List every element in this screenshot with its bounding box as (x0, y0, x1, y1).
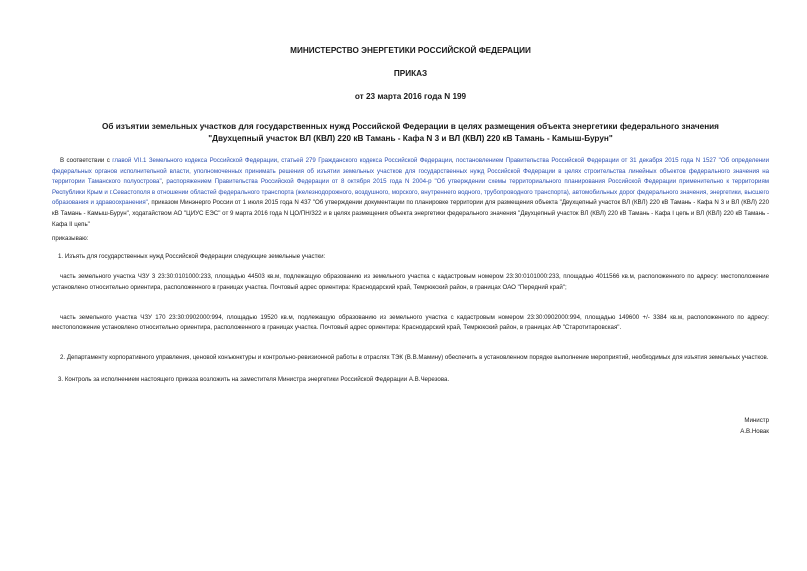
parcel-1: часть земельного участка ЧЗУ 3 23:30:0101000:233, площадью 44503 кв.м, подлежащую образованию из земельного участка с кадастровым номером 23:30:0101000:233, площадью 4011566 кв.м, расположенного по адресу: местоположение установлено относительно ориентира, расположенного в границах участка. Почтовый адрес ориентира: Краснодарский край, Темрюкский район, в границах ОАО "Передний край"; (52, 273, 769, 291)
document-title (52, 121, 769, 144)
document-type: ПРИКАЗ (393, 69, 428, 78)
preamble-text: , (451, 157, 457, 164)
title-line-1: Об изъятии земельных участков для государственных нужд Российской Федерации в целях размещения объекта энергетики федерального значения (102, 122, 719, 131)
document-body (52, 156, 769, 386)
signature-name: А.В.Новак (740, 427, 769, 435)
preamble-text: , приказом Минэнерго России от 1 июля 2015 года N 437 "Об утверждении документации по планировке территории для размещения объекта "Двухцепный участок ВЛ (КВЛ) 220 кВ Тамань - Кафа N 3 и ВЛ (КВЛ) 220 кВ Тамань - Камыш-Бурун", ходатайством АО "ЦИУС ЕЭС" от 9 марта 2016 года N ЦО/ПН/322 и в целях размещения объекта энергетики федерального значения "Двухцепный участок ВЛ (КВЛ) 220 кВ Тамань - Кафа I цепь и ВЛ (КВЛ) 220 кВ Тамань - Кафа II цепь" (52, 199, 769, 228)
item-1: 1. Изъять для государственных нужд Российской Федерации следующие земельные участки: (58, 252, 326, 260)
preamble-text: , (277, 157, 282, 164)
ministry-name: МИНИСТЕРСТВО ЭНЕРГЕТИКИ РОССИЙСКОЙ ФЕДЕРАЦИИ (290, 46, 531, 55)
link-government-resolution-1527[interactable]: постановлением Правительства Российской Федерации от 31 декабря 2015 года N 1527 "Об определении федеральных органов исполнительной власти, уполномоченных принимать решения об изъятии земельных участков для государственных нужд Российской Федерации в целях строительства линейных объектов федерального значения на территории Таманского полуострова" (52, 157, 770, 186)
signature-position: Министр (744, 417, 769, 424)
preamble-text: , (161, 178, 167, 186)
preamble-text: В соответствии с (60, 157, 113, 164)
item-3: 3. Контроль за исполнением настоящего приказа возложить на заместителя Министра энергетики Российской Федерации А.В.Черезова. (58, 376, 450, 384)
link-government-order-2004-r[interactable]: распоряжением Правительства Российской Федерации от 8 октября 2015 года N 2004-р "Об утверждении схемы территориального планирования Российской Федерации применительно к территориям Республики Крым и г.Севастополя в отношении областей федерального транспорта (железнодорожного, воздушного, морского, внутреннего водного, трубопроводного транспорта), автомобильных дорог федерального значения, энергетики, высшего образования и здравоохранения" (52, 178, 769, 207)
order-word: приказываю: (52, 235, 89, 243)
title-line-2: "Двухцепный участок ВЛ (КВЛ) 220 кВ Тамань - Кафа N 3 и ВЛ (КВЛ) 220 кВ Тамань - Камыш-Бурун" (208, 133, 613, 143)
preamble-paragraph (52, 156, 769, 230)
link-civil-code-article[interactable]: статьей 279 Гражданского кодекса Российской Федерации (281, 157, 452, 164)
document-date-number: от 23 марта 2016 года N 199 (354, 92, 467, 101)
parcel-2: часть земельного участка ЧЗУ 170 23:30:0902000:994, площадью 19520 кв.м, подлежащую образованию из земельного участка с кадастровым номером 23:30:0902000:994, площадью 149600 +/- 3384 кв.м, расположенного по адресу: местоположение установлено относительно ориентира, расположенного в границах участка. Почтовый адрес ориентира: Краснодарский край, Темрюкский район, в границах АФ "Старотитаровская". (52, 313, 769, 332)
link-land-code-chapter[interactable]: главой VII.1 Земельного кодекса Российской Федерации (112, 157, 278, 164)
signature-block (740, 416, 769, 437)
item-2: 2. Департаменту корпоративного управления, ценовой конъюнктуры и контрольно-ревизионной работы в отраслях ТЭК (В.В.Мамину) обеспечить в установленном порядке выполнение мероприятий, необходимых для изъятия земельных участков. (60, 353, 769, 361)
